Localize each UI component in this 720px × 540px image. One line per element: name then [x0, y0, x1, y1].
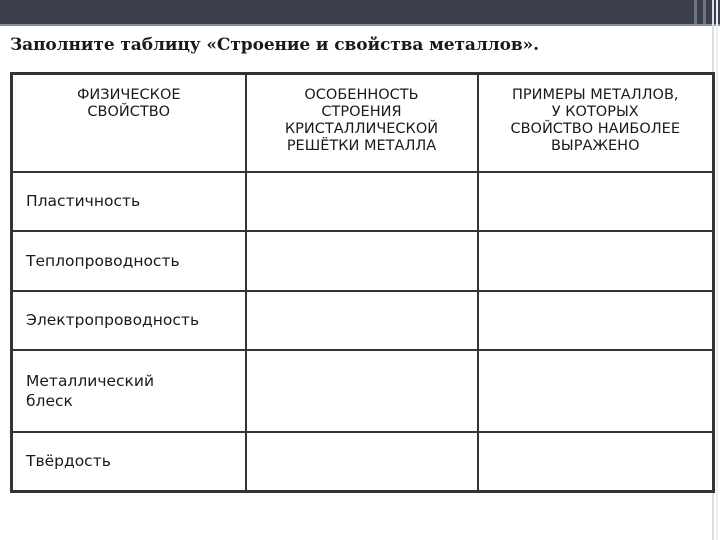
answer-cell-examples[interactable] — [478, 432, 714, 492]
slide-right-border-outer — [716, 0, 718, 540]
row-label-thermal-conductivity: Теплопроводность — [12, 231, 246, 291]
answer-cell-examples[interactable] — [478, 291, 714, 350]
answer-cell-structure[interactable] — [246, 350, 478, 432]
answer-cell-examples[interactable] — [478, 350, 714, 432]
header-physical-property: ФИЗИЧЕСКОЕ СВОЙСТВО — [12, 74, 246, 172]
table-row — [12, 231, 714, 291]
header-metal-examples: ПРИМЕРЫ МЕТАЛЛОВ, У КОТОРЫХ СВОЙСТВО НАИБОЛЕЕ ВЫРАЖЕНО — [478, 74, 714, 172]
row-label-plasticity: Пластичность — [12, 172, 246, 231]
answer-cell-structure[interactable] — [246, 172, 478, 231]
metals-table — [10, 72, 715, 493]
row-label-metallic-luster: Металлический блеск — [12, 350, 246, 432]
table-header-row — [12, 74, 714, 172]
table-row — [12, 291, 714, 350]
slide-top-bar — [0, 0, 720, 24]
answer-cell-examples[interactable] — [478, 172, 714, 231]
slide-corner-accent — [694, 0, 706, 24]
table-row — [12, 350, 714, 432]
header-lattice-feature: ОСОБЕННОСТЬ СТРОЕНИЯ КРИСТАЛЛИЧЕСКОЙ РЕШЁТКИ МЕТАЛЛА — [246, 74, 478, 172]
task-instruction: Заполните таблицу «Строение и свойства металлов». — [10, 35, 539, 55]
answer-cell-examples[interactable] — [478, 231, 714, 291]
row-label-hardness: Твёрдость — [12, 432, 246, 492]
row-label-electrical-conductivity: Электропроводность — [12, 291, 246, 350]
table-row — [12, 432, 714, 492]
answer-cell-structure[interactable] — [246, 291, 478, 350]
answer-cell-structure[interactable] — [246, 231, 478, 291]
slide-top-divider — [0, 24, 720, 26]
answer-cell-structure[interactable] — [246, 432, 478, 492]
table-row — [12, 172, 714, 231]
